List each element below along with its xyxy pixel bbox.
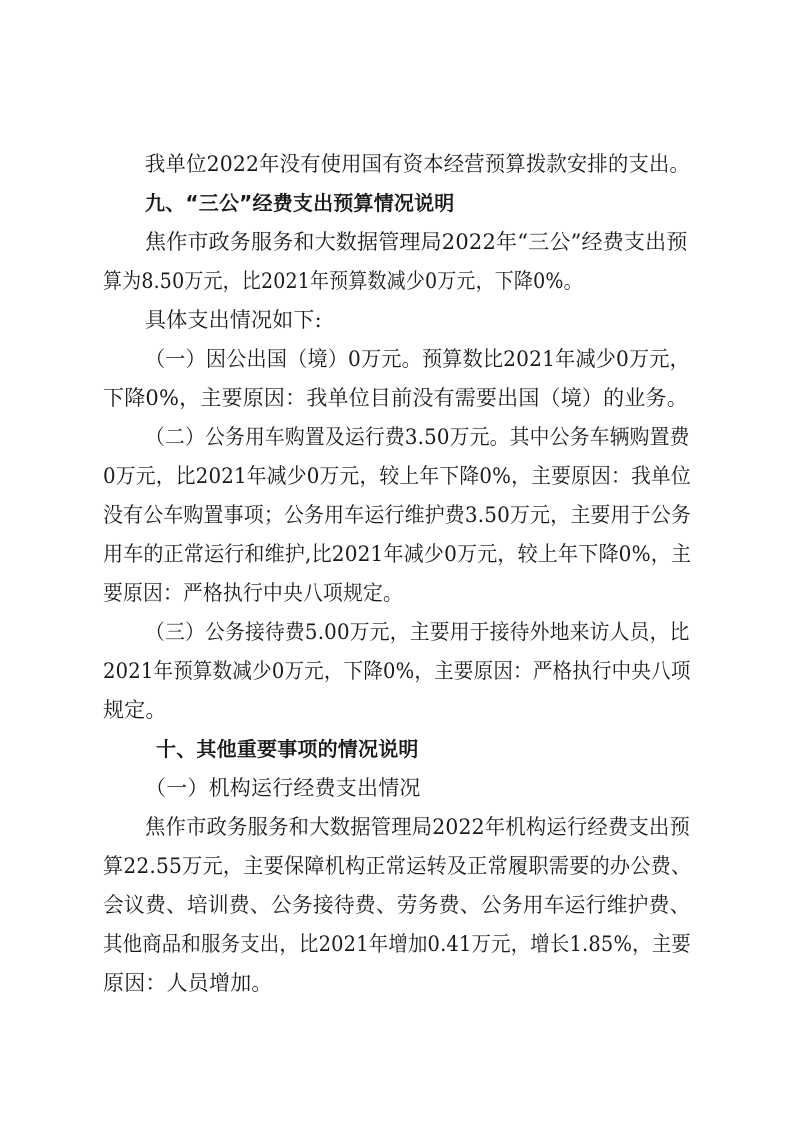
paragraph-line: 2021年预算数减少0万元，下降0%，主要原因：严格执行中央八项: [103, 659, 691, 683]
paragraph-line: 0万元，比2021年减少0万元，较上年下降0%，主要原因：我单位: [103, 464, 691, 488]
paragraph-line: 没有公车购置事项；公务用车运行维护费3.50万元，主要用于公务: [103, 503, 691, 527]
paragraph-line: 其他商品和服务支出，比2021年增加0.41万元，增长1.85%，主要: [103, 932, 691, 956]
paragraph-line: 用车的正常运行和维护,比2021年减少0万元，较上年下降0%，主: [103, 542, 692, 566]
section-heading-ten: 十、其他重要事项的情况说明: [156, 737, 419, 761]
subsection-heading: （一）机构运行经费支出情况: [145, 776, 421, 800]
paragraph-line: 焦作市政务服务和大数据管理局2022年机构运行经费支出预: [145, 815, 691, 839]
paragraph-line: 算22.55万元，主要保障机构正常运转及正常履职需要的办公费、: [103, 854, 692, 878]
paragraph-line: 焦作市政务服务和大数据管理局2022年“三公”经费支出预: [145, 230, 688, 254]
paragraph-line: 下降0%，主要原因：我单位目前没有需要出国（境）的业务。: [103, 386, 688, 410]
paragraph-line: 原因：人员增加。: [103, 971, 273, 995]
paragraph-line: 具体支出情况如下:: [145, 308, 322, 332]
paragraph-line: 规定。: [103, 698, 167, 722]
paragraph-line: 算为8.50万元，比2021年预算数减少0万元，下降0%。: [103, 269, 583, 293]
section-heading-nine: 九、“三公”经费支出预算情况说明: [145, 191, 455, 215]
paragraph-line: （三）公务接待费5.00万元，主要用于接待外地来访人员，比: [145, 620, 690, 644]
paragraph-line: 要原因：严格执行中央八项规定。: [103, 581, 404, 605]
paragraph-line: （二）公务用车购置及运行费3.50万元。其中公务车辆购置费: [145, 425, 690, 449]
paragraph-line: （一）因公出国（境）0万元。预算数比2021年减少0万元，: [145, 347, 690, 371]
paragraph-line: 会议费、培训费、公务接待费、劳务费、公务用车运行维护费、: [103, 893, 691, 917]
paragraph-line: 我单位2022年没有使用国有资本经营预算拨款安排的支出。: [145, 152, 691, 176]
